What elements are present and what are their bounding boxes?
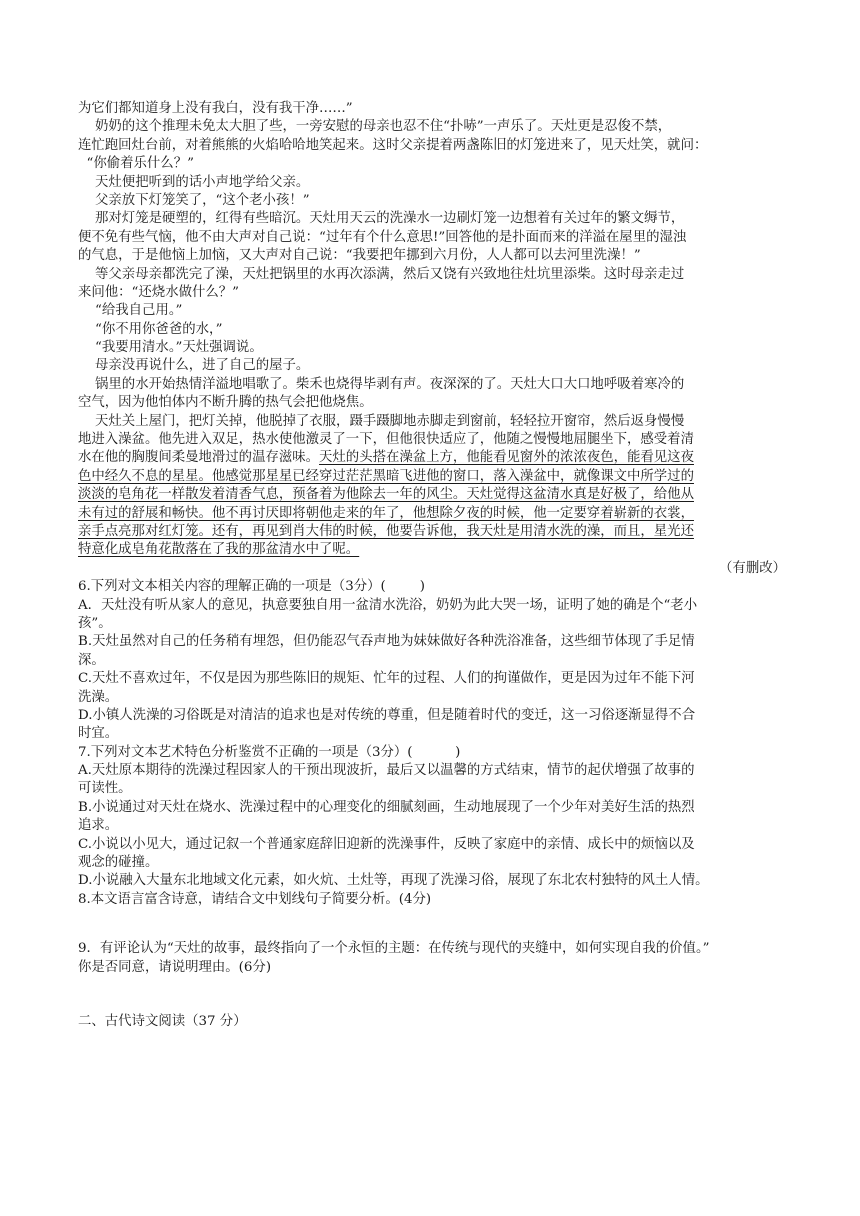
question-line: 7.下列对文本艺术特色分析鉴赏不正确的一项是（3分）( ) xyxy=(78,744,461,760)
option-line: A．天灶没有听从家人的意见，执意要独自用一盆清水洗浴，奶奶为此大哭一场，证明了她的确是个“老小 xyxy=(78,597,698,613)
answer-space xyxy=(78,909,790,940)
option-line: 孩”。 xyxy=(78,615,112,631)
option-line: C.天灶不喜欢过年，不仅是因为那些陈旧的规矩、忙年的过程、人们的拘谨做作，更是因为过年不能下河 xyxy=(78,671,695,687)
story-line-mixed xyxy=(78,449,790,467)
story-line: 地进入澡盆。他先进入双足，热水使他激灵了一下，但他很快适应了，他随之慢慢地屈腿坐下，感受着清 xyxy=(78,432,694,448)
option-line: 深。 xyxy=(78,652,105,668)
option-line: D.小镇人洗澡的习俗既是对清洁的追求也是对传统的尊重，但是随着时代的变迁，这一习俗逐渐显得不合 xyxy=(78,707,696,723)
underlined-sentence: 亲手点亮那对红灯笼。还有，再见到肖大伟的时候，他要告诉他，我天灶是用清水洗的澡，而且，星光还 xyxy=(78,523,694,539)
story-line: 天灶便把听到的话小声地学给父亲。 xyxy=(78,174,310,190)
question-line: 6.下列对文本相关内容的理解正确的一项是（3分）( ) xyxy=(78,579,425,595)
question-line: 9．有评论认为“天灶的故事，最终指向了一个永恒的主题：在传统与现代的夹缝中，如何实现自我的价值。” xyxy=(78,941,710,957)
story-line: 为它们都知道身上没有我白，没有我干净……” xyxy=(78,101,353,116)
underlined-sentence: 淡淡的皂角花一样散发着清香气息，预备着为他除去一年的风尘。天灶觉得这盆清水真是好极了，给他从 xyxy=(78,487,694,503)
underlined-sentence: 未有过的舒展和畅快。他不再讨厌即将朝他走来的年了，他想除夕夜的时候，他一定要穿着崭新的衣裳， xyxy=(78,505,694,521)
option-line: C.小说以小见大，通过记叙一个普通家庭辞旧迎新的洗澡事件，反映了家庭中的亲情、成长中的烦恼以及 xyxy=(78,836,695,852)
source-note: （有删改） xyxy=(719,560,786,576)
underlined-sentence: 天灶的头搭在澡盆上方，他能看见窗外的浓浓夜色，能看见这夜 xyxy=(319,450,694,466)
question-line: 8.本文语言富含诗意，请结合文中划线句子简要分析。(4分) xyxy=(78,891,432,907)
option-line: 时宜。 xyxy=(78,726,119,742)
option-line: A.天灶原本期待的洗澡过程因家人的干预出现波折，最后又以温馨的方式结束，情节的起伏增强了故事的 xyxy=(78,763,695,779)
option-line: B.天灶虽然对自己的任务稍有埋怨，但仍能忍气吞声地为妹妹做好各种洗浴准备，这些细节体现了手足情 xyxy=(78,634,695,650)
option-line: B.小说通过对天灶在烧水、洗澡过程中的心理变化的细腻刻画，生动地展现了一个少年对美好生活的热烈 xyxy=(78,799,695,815)
story-line: 天灶关上屋门，把灯关掉，他脱掉了衣服，蹑手蹑脚地赤脚走到窗前，轻轻拉开窗帘，然后返身慢慢 xyxy=(78,413,685,429)
story-line: 父亲放下灯笼笑了，“这个老小孩！” xyxy=(78,192,310,208)
story-line: 的气息，于是他恼上加恼，又大声对自己说：“我要把年挪到六月份，人人都可以去河里洗澡！” xyxy=(78,248,641,264)
story-text: 水在他的胸腹间柔曼地滑过的温存滋味。 xyxy=(78,450,320,466)
story-line: 空气，因为他怕体内不断升腾的热气会把他烧焦。 xyxy=(78,395,373,411)
story-line: 来问他：“还烧水做什么？” xyxy=(78,284,239,300)
story-line: 母亲没再说什么，进了自己的屋子。 xyxy=(78,358,310,374)
story-line: “我要用清水。”天灶强调说。 xyxy=(78,340,263,356)
story-line: “给我自己用。” xyxy=(78,303,183,319)
story-passage xyxy=(78,100,790,578)
question-block xyxy=(78,578,790,1031)
underlined-sentence: 特意化成皂角花散落在了我的那盆清水中了呢。 xyxy=(78,542,360,558)
answer-space xyxy=(78,977,790,1013)
story-line: 便不免有些气恼，他不由大声对自己说：“过年有个什么意思!”回答他的是扑面而来的洋溢在屋里的湿浊 xyxy=(78,229,687,245)
option-line: 洗澡。 xyxy=(78,689,119,705)
underlined-sentence: 色中经久不息的星星。他感觉那星星已经穿过茫茫黑暗飞进他的窗口，落入澡盆中，就像课文中所学过的 xyxy=(78,468,694,484)
story-line: 连忙跑回灶台前，对着熊熊的火焰哈哈地笑起来。这时父亲提着两盏陈旧的灯笼进来了，见天灶笑，就问： xyxy=(78,137,708,153)
story-line: “你不用你爸爸的水，” xyxy=(78,321,223,337)
document-page xyxy=(78,100,790,1031)
story-line: 锅里的水开始热情洋溢地唱歌了。柴禾也烧得毕剥有声。夜深深的了。天灶大口大口地呼吸着寒冷的 xyxy=(78,376,685,392)
option-line: 可读性。 xyxy=(78,781,132,797)
story-line: “你偷着乐什么？” xyxy=(78,156,194,172)
question-line: 你是否同意，请说明理由。(6分) xyxy=(78,959,272,975)
story-line: 等父亲母亲都洗完了澡，天灶把锅里的水再次添满，然后又饶有兴致地往灶坑里添柴。这时母亲走过 xyxy=(78,266,685,282)
option-line: 观念的碰撞。 xyxy=(78,855,159,871)
story-line: 那对灯笼是硬塑的，红得有些暗沉。天灶用天云的洗澡水一边刷灯笼一边想着有关过年的繁文缛节， xyxy=(78,211,685,227)
story-line: 奶奶的这个推理未免太大胆了些，一旁安慰的母亲也忍不住“扑哧”一声乐了。天灶更是忍俊不禁， xyxy=(78,119,672,135)
option-line: 追求。 xyxy=(78,818,119,834)
section-heading: 二、古代诗文阅读（37 分） xyxy=(78,1013,247,1029)
option-line: D.小说融入大量东北地域文化元素，如火炕、土灶等，再现了洗澡习俗，展现了东北农村独特的风土人情。 xyxy=(78,873,709,889)
